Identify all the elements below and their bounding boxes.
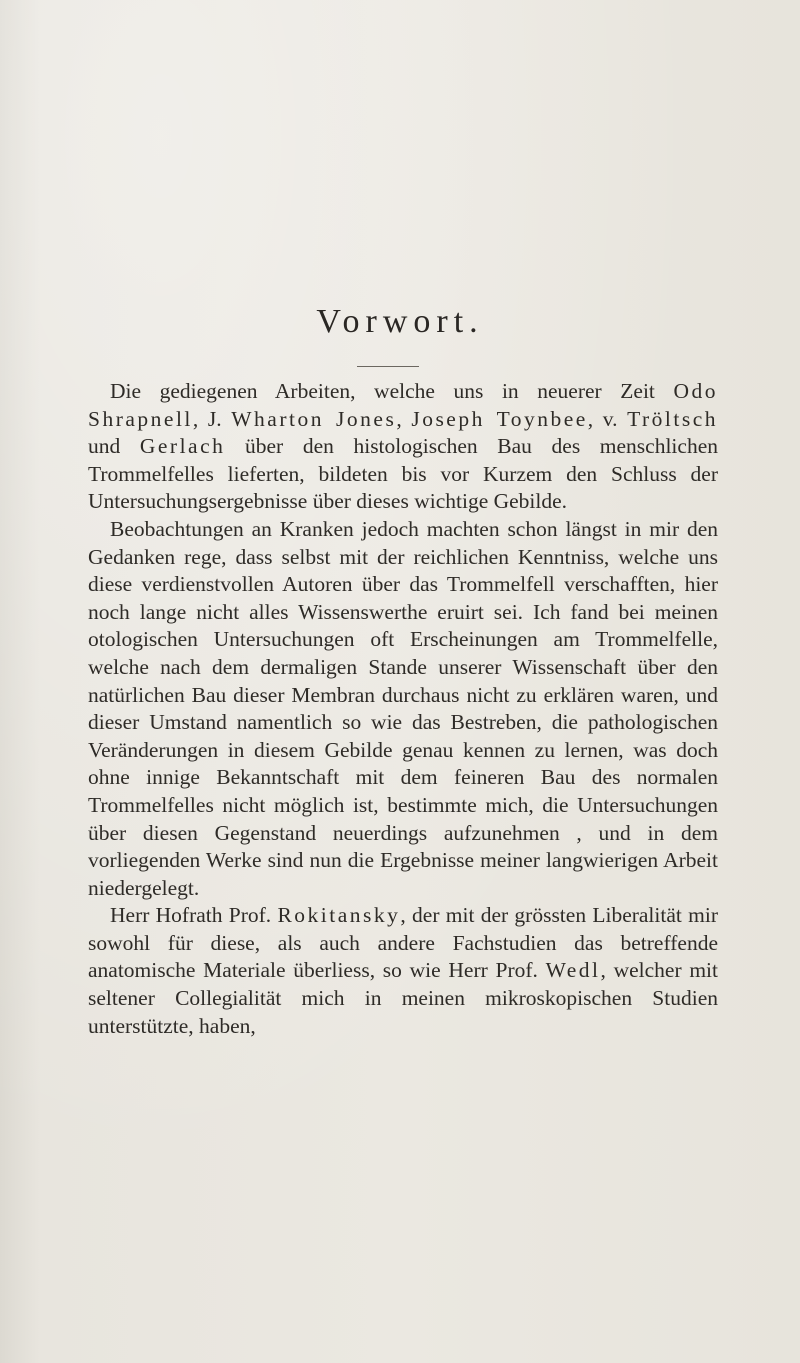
text-segment: Herr Hofrath Prof. xyxy=(110,903,278,928)
text-segment: , xyxy=(396,406,412,431)
author-name: Joseph Toynbee xyxy=(411,406,588,431)
paragraph xyxy=(88,902,718,1040)
paragraph xyxy=(88,378,718,516)
author-name: Rokitansky xyxy=(277,903,401,928)
page-title: Vorwort. xyxy=(316,303,484,340)
preface-text xyxy=(88,378,718,1040)
text-segment: , v. xyxy=(587,406,628,431)
text-segment: Die gediegenen Arbeiten, welche uns in neuerer Zeit xyxy=(110,379,674,403)
author-name: Gerlach xyxy=(139,434,226,459)
text-segment: Beobachtungen an Kranken jedoch machten schon längst in mir den Gedanken rege, dass selbst mit der reichlichen Kenntniss, welche uns diese verdienstvollen Autoren über das Trommelfell verschafften, hier noch lange nicht alles Wissenswerthe eruirt sei. Ich fand bei meinen otologischen Untersuchungen oft Erscheinungen am Trommelfelle, welche nach dem dermaligen Stande unserer Wissenschaft über den natürlichen Bau dieser Membran durchaus nicht zu erklären waren, und dieser Umstand namentlich so wie das Bestreben, die pathologischen Veränderungen in diesem Gebilde genau kennen zu lernen, was doch ohne innige Bekanntschaft mit dem feineren Bau des normalen Trommelfelles nicht möglich ist, bestimmte mich, die Untersuchungen über diesen Gegenstand neuerdings aufzunehmen , und in dem vorliegenden Werke sind nun die Ergebnisse meiner langwierigen Arbeit niedergelegt. xyxy=(88,516,718,900)
paragraph xyxy=(88,516,718,902)
author-name: Wedl xyxy=(545,958,601,983)
author-name: Odo Shrapnell xyxy=(88,379,718,431)
text-segment: und xyxy=(88,434,140,459)
author-name: Tröltsch xyxy=(627,406,719,431)
text-segment: , J. xyxy=(192,406,232,431)
author-name: Wharton Jones xyxy=(231,406,397,431)
title-divider xyxy=(357,366,419,367)
text-segment: , der mit der grössten Liberalität mir sowohl für diese, als auch andere Fachstudien das betreffende anatomische Materiale überliess, so wie Herr Prof. xyxy=(88,903,718,983)
text-segment: über den histologischen Bau des menschlichen Trommelfelles lieferten, bildeten bis vor Kurzem den Schluss der Untersuchungsergebnisse über dieses wichtige Gebilde. xyxy=(88,434,718,514)
text-segment: , welcher mit seltener Collegialität mich in meinen mikroskopischen Studien unterstützte, haben, xyxy=(88,958,718,1038)
